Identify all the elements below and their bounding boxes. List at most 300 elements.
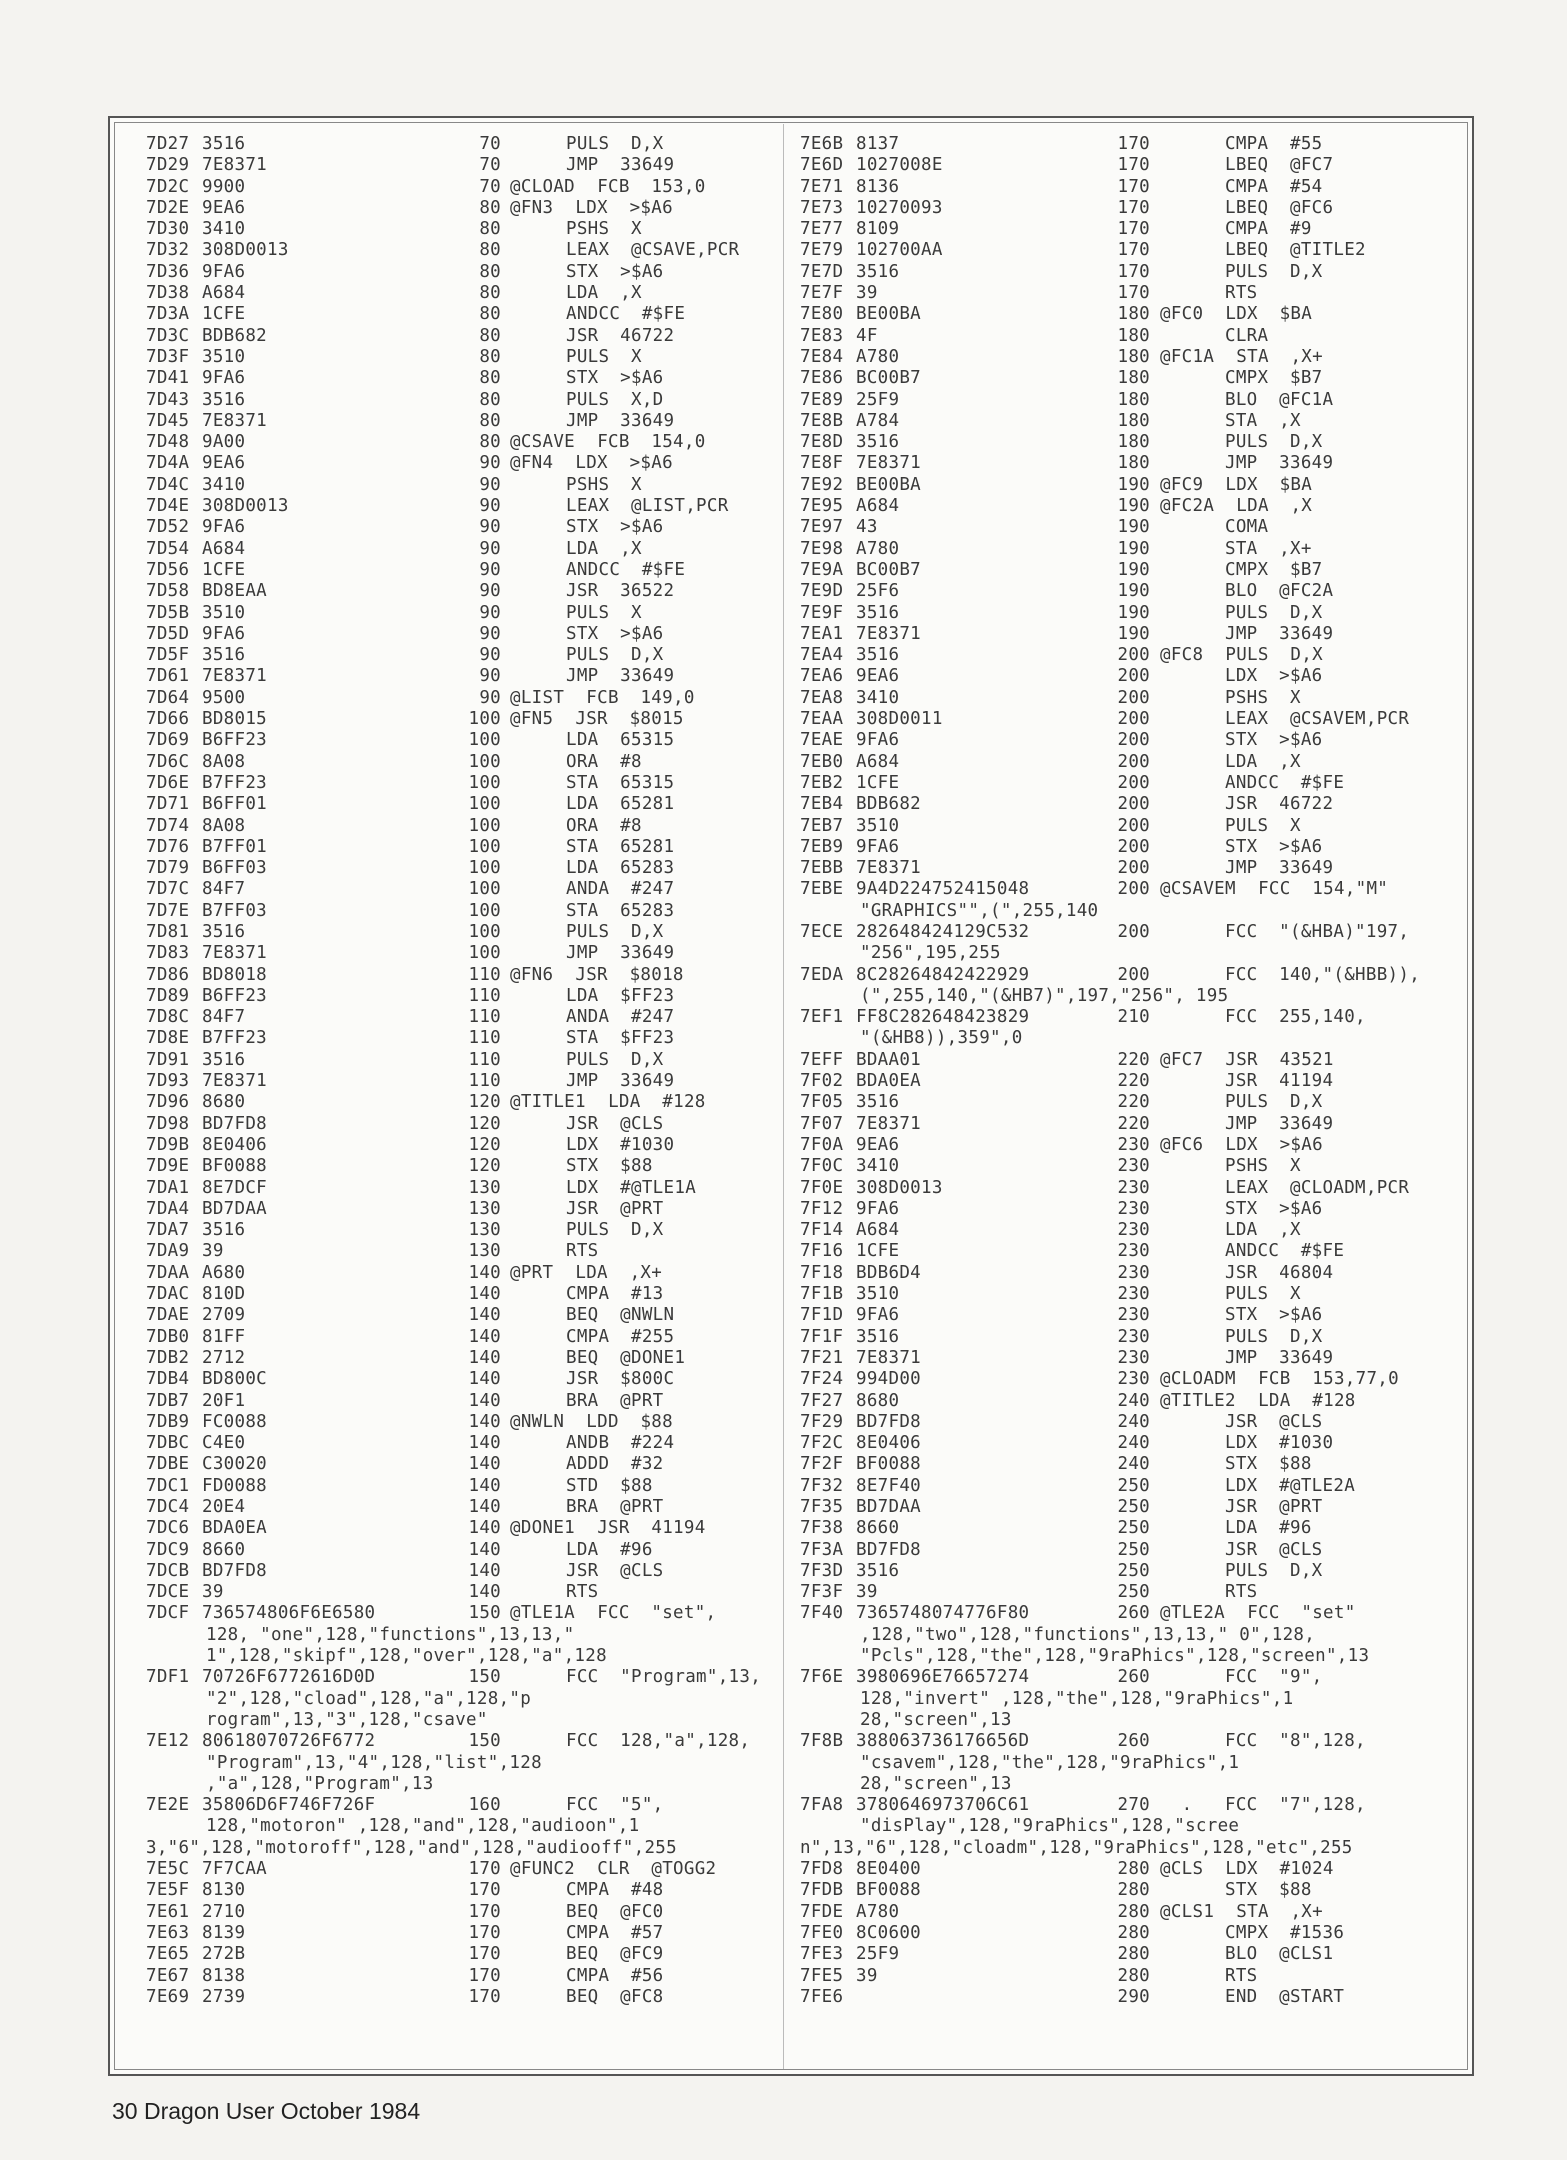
line-number: 80 bbox=[479, 219, 501, 240]
statement: BLO @FC2A bbox=[1225, 581, 1334, 602]
label: @PRT bbox=[510, 1262, 554, 1283]
address: 7F16 bbox=[800, 1241, 844, 1262]
statement: RTS bbox=[1225, 1965, 1258, 1986]
address: 7E65 bbox=[146, 1944, 190, 1965]
listing-line bbox=[800, 1071, 1465, 1092]
line-number: 100 bbox=[468, 879, 501, 900]
listing-line bbox=[146, 219, 776, 240]
statement: LDA ,X bbox=[566, 283, 642, 304]
statement: JSR 46722 bbox=[566, 325, 675, 346]
line-number: 80 bbox=[479, 325, 501, 346]
line-number: 140 bbox=[468, 1284, 501, 1305]
line-number: 200 bbox=[1117, 794, 1150, 815]
line-number: 190 bbox=[1117, 623, 1150, 644]
object-code: 3980696E76657274 bbox=[856, 1667, 1030, 1688]
object-code: 7E8371 bbox=[202, 1071, 268, 1092]
listing-line bbox=[146, 1966, 776, 1987]
statement: CMPA #255 bbox=[566, 1326, 675, 1347]
line-number: 80 bbox=[479, 304, 501, 325]
object-code: FC0088 bbox=[202, 1411, 268, 1432]
statement: LDA #128 bbox=[608, 1092, 706, 1113]
address: 7E71 bbox=[800, 176, 844, 197]
address: 7D5B bbox=[146, 602, 190, 623]
address: 7EB0 bbox=[800, 751, 844, 772]
object-code: 20F1 bbox=[202, 1390, 246, 1411]
address: 7DCE bbox=[146, 1582, 190, 1603]
object-code: B6FF23 bbox=[202, 985, 268, 1006]
statement: RTS bbox=[1225, 283, 1258, 304]
statement: PSHS X bbox=[1225, 687, 1301, 708]
statement: BEQ @FC0 bbox=[566, 1901, 664, 1922]
line-number: 260 bbox=[1117, 1603, 1150, 1624]
listing-line bbox=[800, 1433, 1465, 1454]
address: 7F3F bbox=[800, 1582, 844, 1603]
statement: STA ,X+ bbox=[1236, 346, 1323, 367]
line-number: 80 bbox=[479, 368, 501, 389]
line-number: 100 bbox=[468, 772, 501, 793]
object-code: 994D00 bbox=[856, 1369, 922, 1390]
line-number: 80 bbox=[479, 261, 501, 282]
line-number: 230 bbox=[1117, 1177, 1150, 1198]
address: 7DCF bbox=[146, 1603, 190, 1624]
label: @DONE1 bbox=[510, 1518, 576, 1539]
label: . bbox=[1160, 1795, 1193, 1816]
statement: JMP 33649 bbox=[566, 943, 675, 964]
object-code: 7E8371 bbox=[856, 858, 922, 879]
line-number: 180 bbox=[1117, 325, 1150, 346]
object-code: 1CFE bbox=[856, 772, 900, 793]
line-number: 180 bbox=[1117, 346, 1150, 367]
object-code: 39 bbox=[856, 1965, 878, 1986]
string-continuation: "2",128,"cload",128,"a",128,"p bbox=[206, 1688, 532, 1709]
statement: COMA bbox=[1225, 517, 1269, 538]
statement: LDX #1030 bbox=[566, 1134, 675, 1155]
line-number: 170 bbox=[1117, 134, 1150, 154]
listing-line bbox=[800, 1944, 1465, 1965]
line-number: 140 bbox=[468, 1369, 501, 1390]
statement: LDX #1024 bbox=[1225, 1859, 1334, 1880]
string-continuation: 128, "one",128,"functions",13,13," bbox=[206, 1624, 575, 1645]
listing-line bbox=[146, 901, 776, 922]
label: @CSAVEM bbox=[1160, 879, 1236, 900]
line-number: 230 bbox=[1117, 1369, 1150, 1390]
line-number: 200 bbox=[1117, 964, 1150, 985]
line-number: 130 bbox=[468, 1241, 501, 1262]
statement: CMPA #48 bbox=[566, 1880, 664, 1901]
listing-line bbox=[146, 922, 776, 943]
listing-line bbox=[146, 517, 776, 538]
string-continuation: 1",128,"skipf",128,"over",128,"a",128 bbox=[206, 1646, 607, 1667]
line-number: 140 bbox=[468, 1454, 501, 1475]
statement: BLO @CLS1 bbox=[1225, 1944, 1334, 1965]
statement: PULS D,X bbox=[1225, 1092, 1323, 1113]
listing-continuation-line bbox=[800, 1028, 1465, 1049]
listing-line bbox=[146, 816, 776, 837]
object-code: 8137 bbox=[856, 134, 900, 154]
address: 7F0A bbox=[800, 1134, 844, 1155]
address: 7E92 bbox=[800, 474, 844, 495]
object-code: 9EA6 bbox=[856, 1134, 900, 1155]
object-code: 736574806F6E6580 bbox=[202, 1603, 376, 1624]
address: 7F1B bbox=[800, 1284, 844, 1305]
address: 7DC4 bbox=[146, 1497, 190, 1517]
statement: FCC 154,"M" bbox=[1258, 879, 1389, 900]
statement: PULS X bbox=[566, 602, 642, 623]
line-number: 270 bbox=[1117, 1795, 1150, 1816]
listing-line bbox=[800, 432, 1465, 453]
string-continuation: "csavem",128,"the",128,"9raPhics",1 bbox=[860, 1752, 1240, 1773]
line-number: 90 bbox=[479, 517, 501, 538]
statement: PULS X,D bbox=[566, 389, 664, 410]
object-code: 3516 bbox=[202, 134, 246, 154]
statement: LDA ,X bbox=[1225, 751, 1301, 772]
address: 7D76 bbox=[146, 836, 190, 857]
address: 7D58 bbox=[146, 581, 190, 602]
string-continuation: rogram",13,"3",128,"csave" bbox=[206, 1709, 488, 1730]
object-code: 8130 bbox=[202, 1880, 246, 1901]
label: @NWLN bbox=[510, 1411, 565, 1432]
object-code: 8660 bbox=[202, 1539, 246, 1560]
statement: STA ,X+ bbox=[1236, 1901, 1323, 1922]
address: 7D74 bbox=[146, 815, 190, 836]
address: 7E12 bbox=[146, 1731, 190, 1752]
listing-line bbox=[146, 1987, 776, 2008]
line-number: 170 bbox=[468, 1859, 501, 1880]
line-number: 80 bbox=[479, 346, 501, 367]
statement: LEAX @LIST,PCR bbox=[566, 496, 729, 517]
line-number: 190 bbox=[1117, 517, 1150, 538]
label: @CLS1 bbox=[1160, 1901, 1215, 1922]
address: 7D3C bbox=[146, 325, 190, 346]
line-number: 200 bbox=[1117, 921, 1150, 942]
listing-line bbox=[800, 198, 1465, 219]
listing-line bbox=[800, 1454, 1465, 1475]
address: 7EB9 bbox=[800, 836, 844, 857]
listing-line bbox=[146, 1092, 776, 1113]
object-code: 1CFE bbox=[202, 559, 246, 580]
line-number: 190 bbox=[1117, 496, 1150, 517]
statement: STX >$A6 bbox=[1225, 1198, 1323, 1219]
listing-line bbox=[800, 752, 1465, 773]
statement: ANDA #247 bbox=[566, 1007, 675, 1028]
object-code: 282648424129C532 bbox=[856, 921, 1030, 942]
listing-line bbox=[800, 1987, 1465, 2008]
object-code: 102700AA bbox=[856, 240, 943, 261]
object-code: 8109 bbox=[856, 219, 900, 240]
address: 7D89 bbox=[146, 985, 190, 1006]
string-continuation: 128,"invert" ,128,"the",128,"9raPhics",1 bbox=[860, 1688, 1294, 1709]
object-code: BF0088 bbox=[856, 1880, 922, 1901]
object-code: 3516 bbox=[856, 432, 900, 453]
statement: PULS D,X bbox=[1225, 602, 1323, 623]
object-code: 7E8371 bbox=[856, 453, 922, 474]
line-number: 70 bbox=[479, 134, 501, 154]
line-number: 170 bbox=[1117, 240, 1150, 261]
line-number: 150 bbox=[468, 1603, 501, 1624]
statement: STX >$A6 bbox=[1225, 730, 1323, 751]
line-number: 220 bbox=[1117, 1071, 1150, 1092]
listing-continuation-line bbox=[800, 1689, 1465, 1710]
listing-continuation-line bbox=[800, 1710, 1465, 1731]
statement: PULS D,X bbox=[566, 1049, 664, 1070]
listing-line bbox=[800, 262, 1465, 283]
statement: FCC 128,"a",128, bbox=[566, 1731, 751, 1752]
listing-line bbox=[146, 1582, 776, 1603]
object-code: B7FF01 bbox=[202, 836, 268, 857]
line-number: 130 bbox=[468, 1220, 501, 1241]
address: 7F2F bbox=[800, 1454, 844, 1475]
object-code: BDB682 bbox=[202, 325, 268, 346]
statement: STX >$A6 bbox=[566, 623, 664, 644]
object-code: 9A00 bbox=[202, 432, 246, 453]
label: @CSAVE bbox=[510, 432, 576, 453]
object-code: BF0088 bbox=[856, 1454, 922, 1475]
statement: STA ,X bbox=[1225, 410, 1301, 431]
address: 7D86 bbox=[146, 964, 190, 985]
object-code: 9FA6 bbox=[856, 1305, 900, 1326]
statement: CMPA #56 bbox=[566, 1965, 664, 1986]
listing-line bbox=[146, 1859, 776, 1880]
address: 7D3A bbox=[146, 304, 190, 325]
statement: PULS D,X bbox=[1225, 645, 1323, 666]
statement: PULS D,X bbox=[1225, 432, 1323, 453]
address: 7F24 bbox=[800, 1369, 844, 1390]
address: 7D2E bbox=[146, 197, 190, 218]
statement: JMP 33649 bbox=[566, 666, 675, 687]
address: 7E84 bbox=[800, 346, 844, 367]
listing-continuation-line bbox=[800, 1838, 1465, 1859]
line-number: 90 bbox=[479, 453, 501, 474]
line-number: 170 bbox=[468, 1880, 501, 1901]
statement: BEQ @FC9 bbox=[566, 1944, 664, 1965]
object-code: 8E0406 bbox=[856, 1433, 922, 1454]
statement: PULS D,X bbox=[566, 134, 664, 154]
listing-line bbox=[146, 794, 776, 815]
statement: STX $88 bbox=[1225, 1454, 1312, 1475]
object-code: 9FA6 bbox=[202, 261, 246, 282]
object-code: BDAA01 bbox=[856, 1049, 922, 1070]
address: 7D69 bbox=[146, 730, 190, 751]
statement: JSR @PRT bbox=[1225, 1497, 1323, 1517]
statement: LBEQ @TITLE2 bbox=[1225, 240, 1366, 261]
line-number: 200 bbox=[1117, 815, 1150, 836]
address: 7F21 bbox=[800, 1347, 844, 1368]
listing-continuation-line bbox=[800, 943, 1465, 964]
address: 7FE5 bbox=[800, 1965, 844, 1986]
listing-continuation-line bbox=[800, 1625, 1465, 1646]
listing-line bbox=[146, 1923, 776, 1944]
address: 7DAE bbox=[146, 1305, 190, 1326]
listing-line bbox=[800, 858, 1465, 879]
line-number: 110 bbox=[468, 985, 501, 1006]
listing-line bbox=[146, 1007, 776, 1028]
statement: JSR @CLS bbox=[566, 1113, 664, 1134]
listing-line bbox=[800, 560, 1465, 581]
object-code: A684 bbox=[856, 496, 900, 517]
address: 7D4E bbox=[146, 496, 190, 517]
address: 7DB4 bbox=[146, 1369, 190, 1390]
line-number: 170 bbox=[468, 1901, 501, 1922]
statement: ADDD #32 bbox=[566, 1454, 664, 1475]
address: 7DAA bbox=[146, 1262, 190, 1283]
line-number: 250 bbox=[1117, 1518, 1150, 1539]
line-number: 200 bbox=[1117, 858, 1150, 879]
line-number: 90 bbox=[479, 581, 501, 602]
address: 7DBE bbox=[146, 1454, 190, 1475]
string-continuation: "256",195,255 bbox=[860, 943, 1001, 964]
listing-line bbox=[800, 1667, 1465, 1688]
listing-line bbox=[800, 240, 1465, 261]
statement: ANDA #247 bbox=[566, 879, 675, 900]
address: 7D7E bbox=[146, 900, 190, 921]
address: 7E61 bbox=[146, 1901, 190, 1922]
listing-continuation-line bbox=[146, 1646, 776, 1667]
object-code: 3410 bbox=[856, 687, 900, 708]
label: @FC9 bbox=[1160, 474, 1204, 495]
address: 7DBC bbox=[146, 1433, 190, 1454]
object-code: 308D0011 bbox=[856, 709, 943, 730]
statement: LDX #@TLE2A bbox=[1225, 1475, 1356, 1496]
statement: BRA @PRT bbox=[566, 1497, 664, 1517]
object-code: 1027008E bbox=[856, 155, 943, 176]
statement: LBEQ @FC6 bbox=[1225, 197, 1334, 218]
line-number: 140 bbox=[468, 1390, 501, 1411]
object-code: A780 bbox=[856, 1901, 900, 1922]
address: 7DB2 bbox=[146, 1347, 190, 1368]
statement: JSR $800C bbox=[566, 1369, 675, 1390]
listing-line bbox=[146, 1603, 776, 1624]
statement: PULS X bbox=[566, 346, 642, 367]
address: 7D36 bbox=[146, 261, 190, 282]
statement: PULS D,X bbox=[566, 1220, 664, 1241]
line-number: 230 bbox=[1117, 1326, 1150, 1347]
statement: FCC "5", bbox=[566, 1795, 664, 1816]
string-continuation: 3,"6",128,"motoroff",128,"and",128,"audiooff",255 bbox=[146, 1837, 677, 1858]
listing-line bbox=[800, 1902, 1465, 1923]
address: 7E5C bbox=[146, 1859, 190, 1880]
line-number: 230 bbox=[1117, 1156, 1150, 1177]
address: 7E97 bbox=[800, 517, 844, 538]
object-code: B6FF01 bbox=[202, 794, 268, 815]
line-number: 150 bbox=[468, 1667, 501, 1688]
line-number: 290 bbox=[1117, 1986, 1150, 2007]
listing-line bbox=[146, 879, 776, 900]
object-code: BD7FD8 bbox=[202, 1113, 268, 1134]
statement: LDA #96 bbox=[566, 1539, 653, 1560]
address: 7E6D bbox=[800, 155, 844, 176]
line-number: 120 bbox=[468, 1092, 501, 1113]
object-code: 35806D6F746F726F bbox=[202, 1795, 376, 1816]
object-code: FD0088 bbox=[202, 1475, 268, 1496]
address: 7D9B bbox=[146, 1134, 190, 1155]
address: 7D54 bbox=[146, 538, 190, 559]
listing-line bbox=[800, 411, 1465, 432]
string-continuation: ,"a",128,"Program",13 bbox=[206, 1773, 434, 1794]
object-code: 3516 bbox=[856, 261, 900, 282]
object-code: 810D bbox=[202, 1284, 246, 1305]
statement: BLO @FC1A bbox=[1225, 389, 1334, 410]
listing-line bbox=[800, 1731, 1465, 1752]
object-code: 3516 bbox=[202, 1220, 246, 1241]
line-number: 140 bbox=[468, 1326, 501, 1347]
listing-line bbox=[146, 666, 776, 687]
address: 7D6E bbox=[146, 772, 190, 793]
object-code: 7E8371 bbox=[202, 666, 268, 687]
object-code: 308D0013 bbox=[856, 1177, 943, 1198]
statement: CLR @TOGG2 bbox=[597, 1859, 717, 1880]
line-number: 90 bbox=[479, 602, 501, 623]
line-number: 100 bbox=[468, 858, 501, 879]
object-code: 8138 bbox=[202, 1965, 246, 1986]
object-code: 20E4 bbox=[202, 1497, 246, 1517]
address: 7D93 bbox=[146, 1071, 190, 1092]
statement: PULS D,X bbox=[566, 645, 664, 666]
listing-line bbox=[800, 1241, 1465, 1262]
statement: LDA ,X bbox=[566, 538, 642, 559]
address: 7F1F bbox=[800, 1326, 844, 1347]
listing-line bbox=[800, 645, 1465, 666]
line-number: 140 bbox=[468, 1582, 501, 1603]
listing-line bbox=[146, 1476, 776, 1497]
object-code: A780 bbox=[856, 346, 900, 367]
address: 7D48 bbox=[146, 432, 190, 453]
object-code: 3510 bbox=[202, 346, 246, 367]
statement: LDA ,X bbox=[1236, 496, 1313, 517]
statement: FCC "8",128, bbox=[1225, 1731, 1366, 1752]
address: 7E95 bbox=[800, 496, 844, 517]
statement: FCC "Program",13, bbox=[566, 1667, 762, 1688]
address: 7E7D bbox=[800, 261, 844, 282]
line-number: 190 bbox=[1117, 602, 1150, 623]
address: 7E5F bbox=[146, 1880, 190, 1901]
line-number: 110 bbox=[468, 1028, 501, 1049]
object-code: 8E0400 bbox=[856, 1859, 922, 1880]
listing-line bbox=[800, 730, 1465, 751]
line-number: 100 bbox=[468, 836, 501, 857]
object-code: BE00BA bbox=[856, 304, 922, 325]
address: 7E86 bbox=[800, 368, 844, 389]
listing-line bbox=[800, 837, 1465, 858]
line-number: 120 bbox=[468, 1113, 501, 1134]
listing-line bbox=[800, 666, 1465, 687]
address: 7EAA bbox=[800, 709, 844, 730]
address: 7DAC bbox=[146, 1284, 190, 1305]
object-code: 3516 bbox=[202, 645, 246, 666]
object-code: 272B bbox=[202, 1944, 246, 1965]
address: 7D45 bbox=[146, 410, 190, 431]
statement: FCC "9", bbox=[1225, 1667, 1323, 1688]
statement: PULS D,X bbox=[1225, 1326, 1323, 1347]
listing-line bbox=[800, 1859, 1465, 1880]
listing-line bbox=[146, 368, 776, 389]
object-code: A684 bbox=[202, 283, 246, 304]
object-code: 8660 bbox=[856, 1518, 900, 1539]
statement: BEQ @NWLN bbox=[566, 1305, 675, 1326]
line-number: 140 bbox=[468, 1539, 501, 1560]
line-number: 100 bbox=[468, 900, 501, 921]
listing-line bbox=[146, 986, 776, 1007]
statement: FCC 140,"(&HBB)), bbox=[1225, 964, 1421, 985]
listing-line bbox=[146, 1071, 776, 1092]
object-code: B7FF23 bbox=[202, 1028, 268, 1049]
listing-line bbox=[146, 624, 776, 645]
statement: STA 65281 bbox=[566, 836, 675, 857]
statement: FCB 153,0 bbox=[597, 176, 706, 197]
object-code: 9A4D224752415048 bbox=[856, 879, 1030, 900]
listing-line bbox=[800, 1305, 1465, 1326]
statement: LDX $BA bbox=[1225, 474, 1313, 495]
address: 7E6B bbox=[800, 134, 844, 154]
